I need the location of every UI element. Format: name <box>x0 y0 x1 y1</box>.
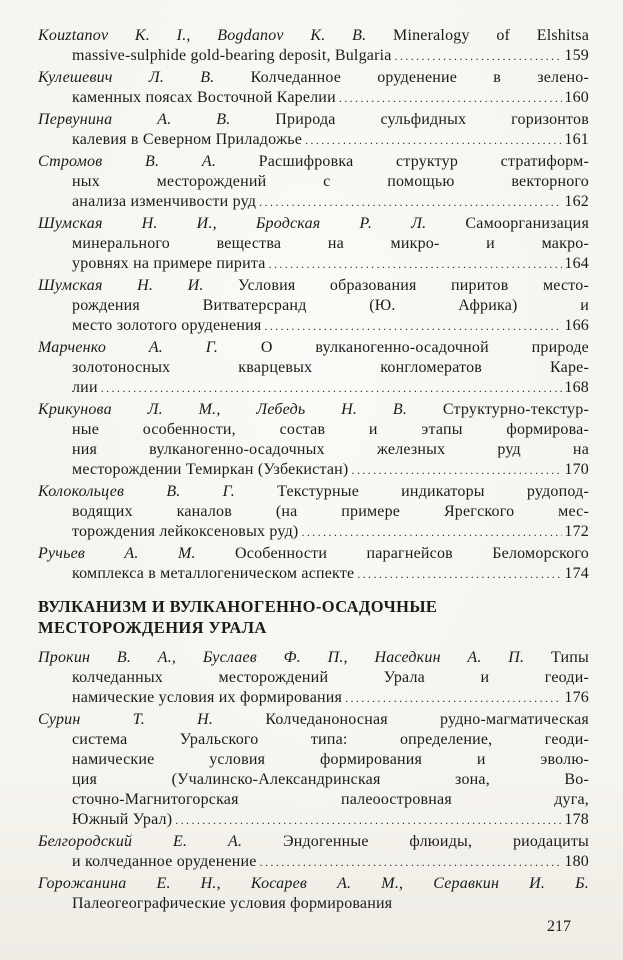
entry-first-line: Крикунова Л. М., Лебедь Н. В. Структурно-текстур- <box>38 401 589 418</box>
entry-page-number: 166 <box>564 317 589 334</box>
toc-entry <box>38 544 589 584</box>
entry-first-line: Кулешевич Л. В. Колчеданное оруденение в зелено- <box>38 69 590 86</box>
entry-author: Прокин В. А., Буслаев Ф. П., Наседкин А. П. <box>38 649 525 666</box>
entry-page-number: 180 <box>564 853 589 870</box>
entry-line-text: торождения лейкоксеновых руд) <box>72 523 299 540</box>
entry-line-text: комплекса в металлогеническом аспекте <box>72 565 355 582</box>
entry-author: Белгородский Е. А. <box>38 833 243 850</box>
dot-leader <box>175 810 562 830</box>
entry-line-text: намические условия их формирования <box>72 689 343 706</box>
entry-first-line: Первунина А. В. Природа сульфидных горизонтов <box>38 111 589 128</box>
entry-line <box>72 730 589 750</box>
toc-entry <box>38 152 589 212</box>
section-heading <box>38 596 589 638</box>
toc-entry <box>38 110 589 150</box>
entry-page-number: 172 <box>564 523 589 540</box>
entry-line <box>72 440 589 460</box>
entry-page-number: 162 <box>564 193 589 210</box>
entry-line <box>72 522 589 542</box>
entry-author: Сурин Т. Н. <box>38 711 214 728</box>
entry-line <box>72 852 589 872</box>
entry-line-text: колчеданных месторождений Урала и геоди- <box>72 669 589 686</box>
entry-first-line: Белгородский Е. А. Эндогенные флюиды, риодациты <box>38 833 589 850</box>
entry-line-text: уровнях на примере пирита <box>72 255 266 272</box>
toc-entry <box>38 26 589 66</box>
entry-line <box>72 460 589 480</box>
dot-leader <box>339 88 563 108</box>
heading-line: МЕСТОРОЖДЕНИЯ УРАЛА <box>38 618 267 637</box>
entry-line <box>72 750 589 770</box>
toc-entry <box>38 832 589 872</box>
entry-line <box>72 502 589 522</box>
entry-page-number: 164 <box>564 255 589 272</box>
toc-entry <box>38 276 589 336</box>
entry-line <box>72 790 589 810</box>
entry-first-line: Ручьев А. М. Особенности парагнейсов Беломорского <box>38 545 589 562</box>
entry-line-text: Палеогеографические условия формирования <box>72 895 393 912</box>
entry-first-line: Шумская Н. И., Бродская Р. Л. Самоорганизация <box>38 215 590 232</box>
dot-leader <box>345 688 562 708</box>
entry-line-text: Южный Урал) <box>72 811 173 828</box>
entry-first-line: Колокольцев В. Г. Текстурные индикаторы рудопод- <box>38 483 589 500</box>
entry-first-line: Стромов В. А. Расшифровка структур стратиформ- <box>38 153 589 170</box>
entry-line-text: калевия в Северном Приладожье <box>72 131 303 148</box>
entry-author: Kouztanov K. I., Bogdanov K. B. <box>38 27 367 44</box>
page-number: 217 <box>547 918 571 935</box>
entry-page-number: 159 <box>564 47 589 64</box>
entry-author: Колокольцев В. Г. <box>38 483 235 500</box>
entry-line <box>72 130 589 150</box>
entry-line <box>72 172 589 192</box>
entry-line-text: massive-sulphide gold-bearing deposit, Bulgaria <box>72 47 392 64</box>
entry-line-text: минерального вещества на микро- и макро- <box>72 235 589 252</box>
entry-author: Первунина А. В. <box>38 111 231 128</box>
entry-line-text: ные особенности, состав и этапы формирова- <box>72 421 589 438</box>
entry-page-number: 176 <box>564 689 589 706</box>
entry-line <box>72 688 589 708</box>
dot-leader <box>357 564 562 584</box>
entry-author: Марченко А. Г. <box>38 339 219 356</box>
dot-leader <box>301 522 562 542</box>
dot-leader <box>101 378 563 398</box>
entry-line-text: ния вулканогенно-осадочных железных руд на <box>72 441 589 458</box>
entry-first-line: Сурин Т. Н. Колчеданоносная рудно-магматическая <box>38 711 589 728</box>
toc-entry <box>38 648 589 708</box>
entry-line <box>72 770 589 790</box>
entry-author: Шумская Н. И., Бродская Р. Л. <box>38 215 427 232</box>
entry-line <box>72 420 589 440</box>
entry-page-number: 170 <box>564 461 589 478</box>
toc-entry <box>38 400 589 480</box>
entry-page-number: 178 <box>564 811 589 828</box>
entry-author: Горожанина Е. Н., Косарев А. М., Серавкин И. Б. <box>38 875 589 892</box>
entry-page-number: 174 <box>564 565 589 582</box>
entry-line-text: место золотого оруденения <box>72 317 262 334</box>
entry-line-text: рождения Витватерсранд (Ю. Африка) и <box>72 297 589 314</box>
entry-line <box>72 564 589 584</box>
entry-author: Шумская Н. И. <box>38 277 204 294</box>
entry-line-text: анализа изменчивости руд <box>72 193 257 210</box>
entry-author: Кулешевич Л. В. <box>38 69 215 86</box>
entry-line-text: лии <box>72 379 98 396</box>
toc-entry <box>38 482 589 542</box>
entry-first-line <box>38 874 589 894</box>
entry-page-number: 168 <box>564 379 589 396</box>
entry-line <box>72 378 589 398</box>
dot-leader <box>259 192 562 212</box>
toc-list <box>38 26 589 914</box>
toc-entry <box>38 214 589 274</box>
entry-line <box>72 254 589 274</box>
entry-line-text: сточно-Магнитогорская палеоостровная дуга, <box>72 791 589 808</box>
dot-leader <box>264 316 562 336</box>
entry-author: Ручьев А. М. <box>38 545 196 562</box>
entry-first-line: Прокин В. А., Буслаев Ф. П., Наседкин А. П. Типы <box>38 649 590 666</box>
entry-page-number: 160 <box>564 89 589 106</box>
entry-line <box>72 894 589 914</box>
dot-leader <box>269 254 563 274</box>
entry-line <box>72 668 589 688</box>
entry-page-number: 161 <box>564 131 589 148</box>
entry-line-text: каменных поясах Восточной Карелии <box>72 89 336 106</box>
toc-entry <box>38 710 589 830</box>
entry-line-text: система Уральского типа: определение, геоди- <box>72 731 589 748</box>
entry-line-text: месторождении Темиркан (Узбекистан) <box>72 461 349 478</box>
entry-line-text: ция (Учалинско-Александринская зона, Во- <box>72 771 589 788</box>
toc-entry <box>38 338 589 398</box>
entry-line <box>72 296 589 316</box>
entry-line-text: золотоносных кварцевых конгломератов Каре- <box>72 359 589 376</box>
dot-leader <box>260 852 563 872</box>
entry-line <box>72 316 589 336</box>
toc-entry <box>38 68 589 108</box>
entry-line <box>72 88 589 108</box>
dot-leader <box>395 46 563 66</box>
entry-author: Крикунова Л. М., Лебедь Н. В. <box>38 401 408 418</box>
entry-line <box>72 46 589 66</box>
entry-line-text: и колчеданное оруденение <box>72 853 257 870</box>
entry-line-text: ных месторождений с помощью векторного <box>72 173 589 190</box>
entry-line <box>72 192 589 212</box>
dot-leader <box>351 460 562 480</box>
entry-line <box>72 234 589 254</box>
entry-author: Стромов В. А. <box>38 153 217 170</box>
entry-line <box>72 358 589 378</box>
entry-first-line: Шумская Н. И. Условия образования пиритов место- <box>38 277 589 294</box>
entry-first-line: Kouztanov K. I., Bogdanov K. B. Mineralogy of Elshitsa <box>38 27 590 44</box>
entry-first-line: Марченко А. Г. О вулканогенно-осадочной природе <box>38 339 589 356</box>
heading-line: ВУЛКАНИЗМ И ВУЛКАНОГЕННО-ОСАДОЧНЫЕ <box>38 597 438 616</box>
entry-line <box>72 810 589 830</box>
toc-entry <box>38 874 589 914</box>
entry-line-text: намические условия формирования и эволю- <box>72 751 589 768</box>
entry-line-text: водящих каналов (на примере Ярегского мес- <box>72 503 589 520</box>
dot-leader <box>305 130 562 150</box>
